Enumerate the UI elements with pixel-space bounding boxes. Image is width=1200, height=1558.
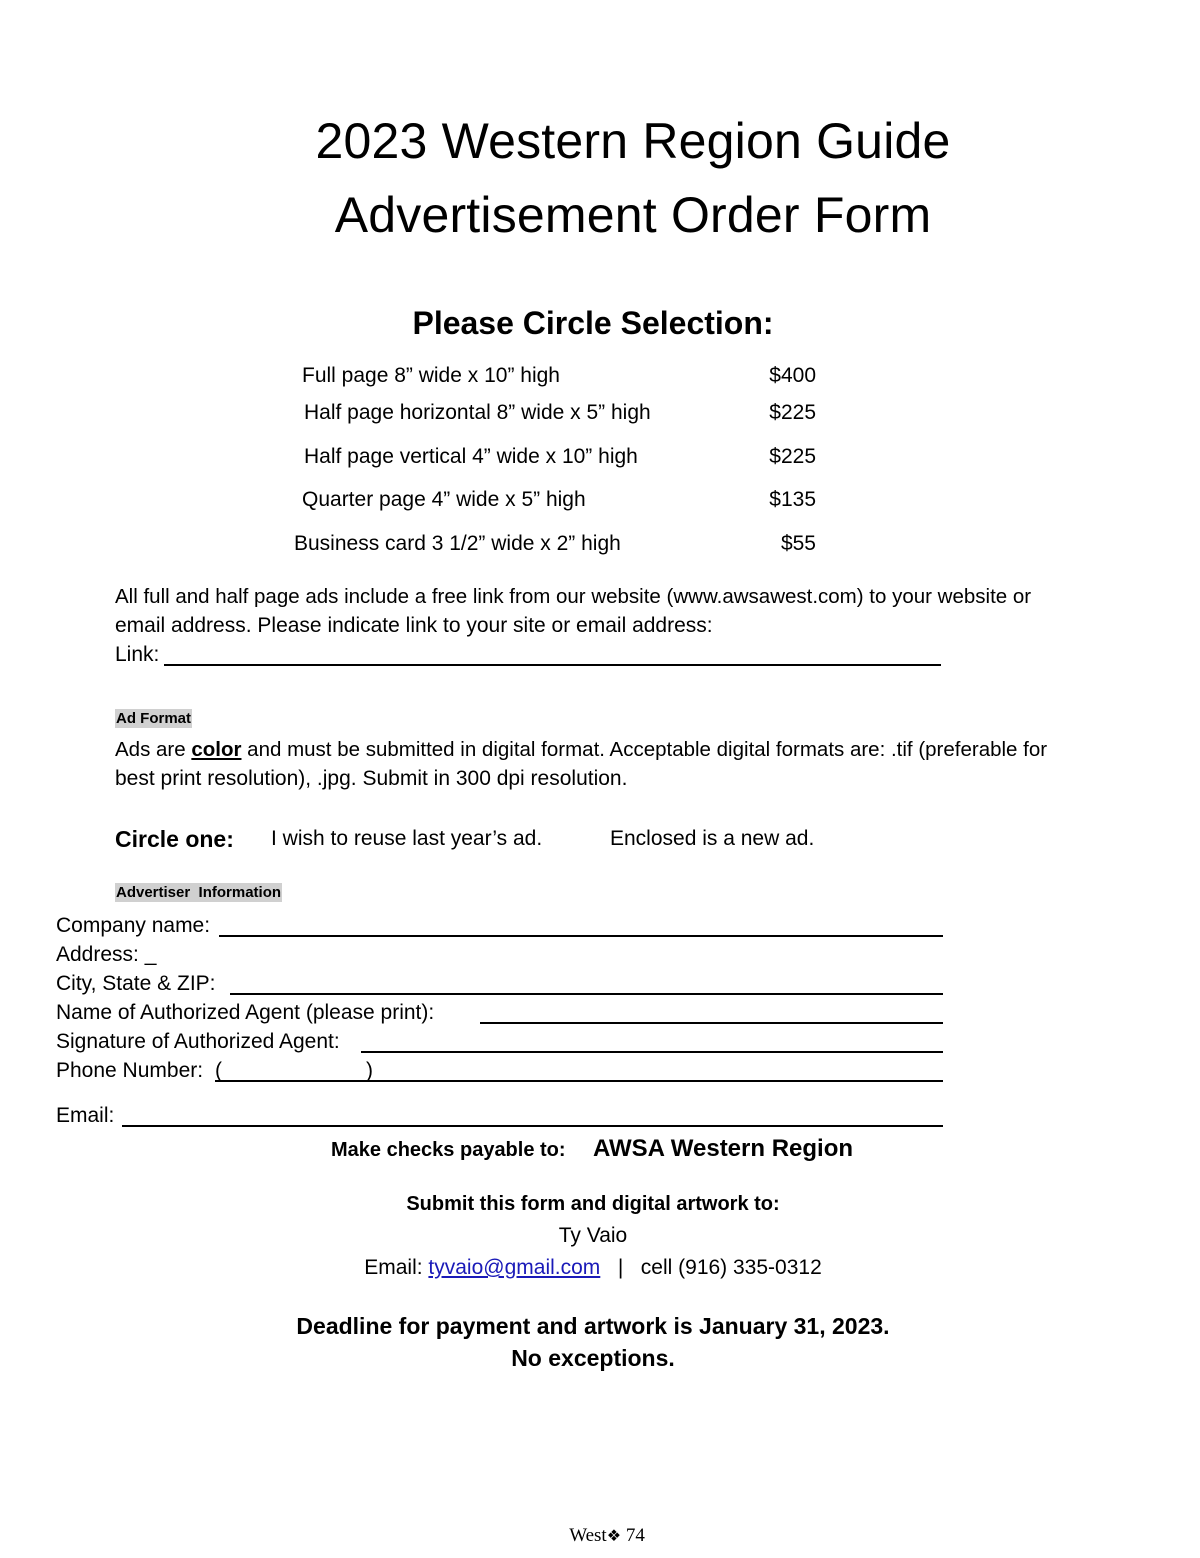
email-label: Email: <box>56 1104 115 1127</box>
footer-region: West <box>569 1525 607 1546</box>
ad-format-line1 <box>115 738 1047 762</box>
circle-one-option-new[interactable]: Enclosed is a new ad. <box>610 827 815 850</box>
payment-label: Make checks payable to: <box>331 1139 566 1161</box>
ornament-icon: ❖ <box>606 1526 622 1545</box>
ad-format-label <box>115 710 192 728</box>
selection-heading: Please Circle Selection: <box>412 305 774 341</box>
city-state-zip-field[interactable] <box>230 993 943 995</box>
company-name-field[interactable] <box>219 935 943 937</box>
ad-format-text-post: and must be submitted in digital format. Acceptable digital formats are: .tif (preferable for <box>241 738 1048 761</box>
submit-contact-name: Ty Vaio <box>558 1224 628 1247</box>
page-footer <box>0 1525 1200 1547</box>
option-business-card[interactable]: Business card 3 1/2” wide x 2” high <box>294 532 621 555</box>
address-label: Address: _ <box>56 943 157 966</box>
page-title-line2: Advertisement Order Form <box>334 187 932 243</box>
ad-format-color-emphasis: color <box>191 738 242 761</box>
signature-label: Signature of Authorized Agent: <box>56 1030 340 1053</box>
option-quarter-page[interactable]: Quarter page 4” wide x 5” high <box>302 488 586 511</box>
company-name-label: Company name: <box>56 914 211 937</box>
city-state-zip-label: City, State & ZIP: <box>56 972 216 995</box>
advertiser-info-label-text: Advertiser Information <box>116 884 282 901</box>
phone-label: Phone Number: <box>56 1059 204 1082</box>
price-half-horizontal: $225 <box>769 401 816 424</box>
link-label: Link: <box>115 643 160 666</box>
submit-heading: Submit this form and digital artwork to: <box>406 1193 780 1215</box>
email-field[interactable] <box>122 1125 943 1127</box>
agent-name-label: Name of Authorized Agent (please print): <box>56 1001 435 1024</box>
submit-email-label: Email: <box>364 1256 429 1279</box>
signature-field[interactable] <box>361 1051 943 1053</box>
payment-payee: AWSA Western Region <box>593 1135 854 1162</box>
page-title-line1: 2023 Western Region Guide <box>315 113 951 169</box>
option-half-vertical[interactable]: Half page vertical 4” wide x 10” high <box>304 445 638 468</box>
advertiser-info-label <box>115 884 282 902</box>
link-field[interactable] <box>164 664 941 666</box>
agent-name-field[interactable] <box>480 1022 943 1024</box>
link-info-line2: email address. Please indicate link to your site or email address: <box>115 614 713 637</box>
ad-format-text-pre: Ads are <box>115 738 192 761</box>
deadline-line2: No exceptions. <box>511 1345 675 1371</box>
price-half-vertical: $225 <box>769 445 816 468</box>
submit-separator: | <box>617 1256 624 1279</box>
option-full-page[interactable]: Full page 8” wide x 10” high <box>302 364 560 387</box>
ad-format-label-text: Ad Format <box>116 710 191 727</box>
deadline-line1: Deadline for payment and artwork is January 31, 2023. <box>296 1313 890 1339</box>
circle-one-option-reuse[interactable]: I wish to reuse last year’s ad. <box>271 827 543 850</box>
option-half-horizontal[interactable]: Half page horizontal 8” wide x 5” high <box>304 401 651 424</box>
circle-one-label: Circle one: <box>115 826 234 852</box>
phone-open-paren: ( <box>215 1059 222 1082</box>
link-info-line1: All full and half page ads include a free link from our website (www.awsawest.com) to your website or <box>115 585 1032 608</box>
phone-close-paren: ) <box>366 1059 373 1082</box>
price-quarter-page: $135 <box>769 488 816 511</box>
submit-contact-line <box>0 1256 1186 1280</box>
phone-field[interactable] <box>215 1080 943 1082</box>
ad-format-line2: best print resolution), .jpg. Submit in 300 dpi resolution. <box>115 767 628 790</box>
footer-page-number: 74 <box>625 1525 645 1546</box>
price-full-page: $400 <box>769 364 816 387</box>
price-business-card: $55 <box>780 532 816 555</box>
submit-email-link[interactable]: tyvaio@gmail.com <box>428 1256 601 1279</box>
submit-cell: cell (916) 335-0312 <box>640 1256 822 1279</box>
